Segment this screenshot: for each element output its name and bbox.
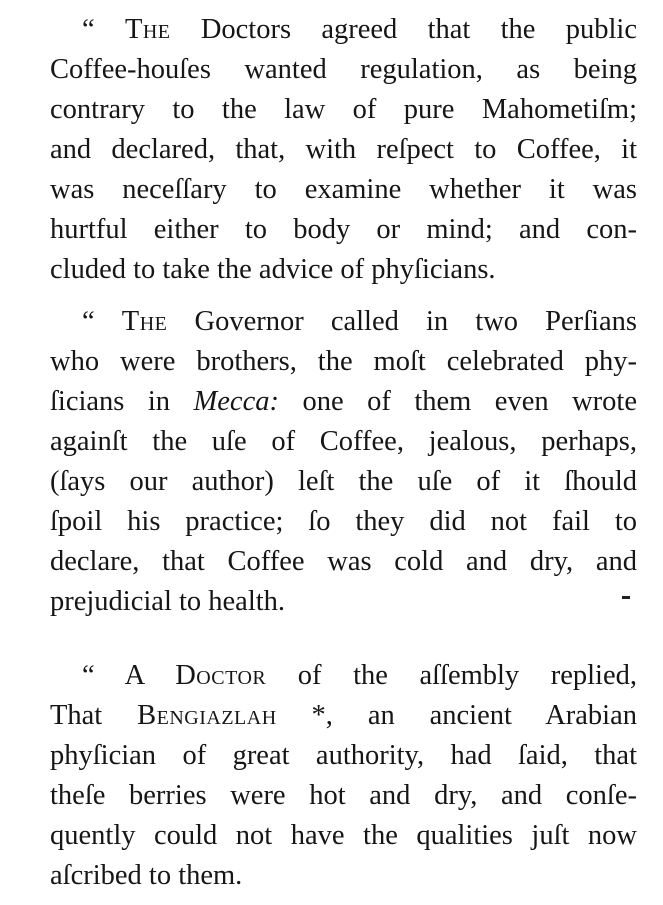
text-line: who were brothers, the moſt celebrated phy- (50, 346, 637, 377)
text-line: and declared, that, with reſpect to Coffee, it (50, 134, 637, 165)
paragraph-doctors-agreed (50, 10, 637, 290)
text-line: theſe berries were hot and dry, and conſe- (50, 780, 637, 811)
text-line: aſcribed to them. (50, 860, 243, 891)
text-line: phyſician of great authority, had ſaid, that (50, 740, 637, 771)
text-line: cluded to take the advice of phyſicians. (50, 254, 496, 285)
paragraph-governor-called (50, 302, 637, 622)
text-line: declare, that Coffee was cold and dry, and (50, 546, 637, 577)
text-line: prejudicial to health. (50, 586, 286, 617)
text-line: “ The Doctors agreed that the public (82, 14, 637, 45)
print-speck (622, 596, 630, 599)
text-line: “ A Doctor of the aſſembly replied, (82, 660, 637, 691)
text-line: That Bengiazlah *, an ancient Arabian (50, 700, 637, 731)
text-line: “ The Governor called in two Perſians (82, 306, 637, 337)
text-line: was neceſſary to examine whether it was (50, 174, 637, 205)
text-line: (ſays our author) leſt the uſe of it ſhould (50, 466, 637, 497)
text-line: hurtful either to body or mind; and con- (50, 214, 637, 245)
paragraph-doctor-replied (50, 656, 637, 896)
text-line: contrary to the law of pure Mahometiſm; (50, 94, 637, 125)
text-line: Coffee-houſes wanted regulation, as being (50, 54, 637, 85)
text-line: ſicians in Mecca: one of them even wrote (50, 386, 637, 417)
text-line: againſt the uſe of Coffee, jealous, perhaps, (50, 426, 637, 457)
text-line: quently could not have the qualities juſt now (50, 820, 637, 851)
text-line: ſpoil his practice; ſo they did not fail to (50, 506, 637, 537)
